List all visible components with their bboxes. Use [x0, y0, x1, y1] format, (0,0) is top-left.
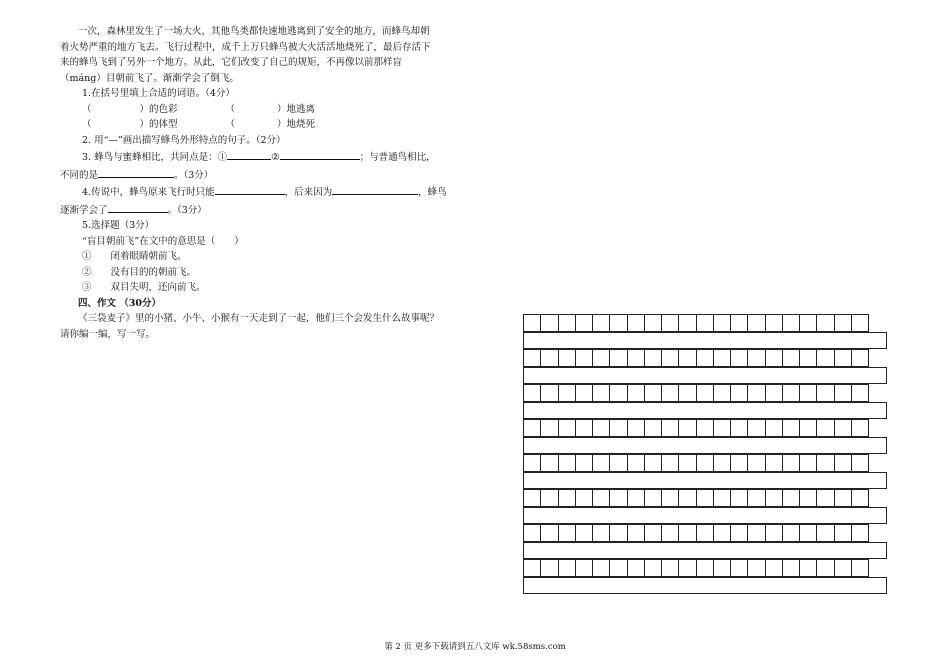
question-1-row-2: （ ）的体型 （ ）地烧死 [82, 119, 316, 130]
grid-cell[interactable] [747, 524, 765, 542]
grid-row [523, 559, 888, 577]
grid-separator [523, 542, 887, 559]
question-5: 5.选择题（3分） [82, 220, 155, 231]
grid-cell[interactable] [523, 524, 541, 542]
question-3-line-1: 3. 蜂鸟与蜜蜂相比，共同点是：① ② ；与普通鸟相比， [60, 148, 490, 166]
grid-cell[interactable] [592, 419, 610, 437]
grid-cell[interactable] [678, 489, 696, 507]
grid-cell[interactable] [575, 489, 593, 507]
grid-cell[interactable] [609, 454, 627, 472]
grid-cell[interactable] [609, 419, 627, 437]
grid-cell[interactable] [782, 419, 800, 437]
grid-cell[interactable] [678, 349, 696, 367]
grid-cell[interactable] [558, 349, 576, 367]
grid-cell[interactable] [558, 489, 576, 507]
grid-cell[interactable] [558, 384, 576, 402]
grid-cell[interactable] [834, 419, 852, 437]
grid-cell[interactable] [799, 454, 817, 472]
grid-cell[interactable] [782, 524, 800, 542]
passage-line-2: 着火势严重的地方飞去。飞行过程中，成千上万只蜂鸟被大火活活地烧死了，最后存活下 [60, 41, 431, 53]
grid-cell[interactable] [782, 384, 800, 402]
grid-cell[interactable] [592, 349, 610, 367]
grid-cell[interactable] [661, 524, 679, 542]
grid-cell[interactable] [558, 419, 576, 437]
grid-cell[interactable] [558, 559, 576, 577]
grid-row [523, 489, 888, 507]
grid-cell[interactable] [816, 349, 834, 367]
grid-cell[interactable] [627, 419, 645, 437]
answer-blank[interactable] [98, 166, 174, 178]
grid-cell[interactable] [661, 489, 679, 507]
grid-row [523, 314, 888, 332]
grid-cell[interactable] [592, 384, 610, 402]
grid-cell[interactable] [730, 419, 748, 437]
question-5-option-1: ① 闭着眼睛朝前飞。 [82, 251, 187, 262]
grid-cell[interactable] [627, 524, 645, 542]
grid-cell[interactable] [696, 454, 714, 472]
grid-cell[interactable] [765, 419, 783, 437]
grid-cell[interactable] [816, 454, 834, 472]
grid-cell[interactable] [678, 454, 696, 472]
grid-cell[interactable] [661, 314, 679, 332]
grid-cell[interactable] [834, 314, 852, 332]
grid-cell[interactable] [523, 419, 541, 437]
grid-cell[interactable] [851, 559, 869, 577]
grid-cell[interactable] [834, 524, 852, 542]
grid-cell[interactable] [540, 349, 558, 367]
grid-cell[interactable] [747, 454, 765, 472]
grid-cell[interactable] [644, 384, 662, 402]
grid-cell[interactable] [575, 454, 593, 472]
question-4-line-2: 逐渐学会了 。（3分） [60, 201, 490, 219]
grid-cell[interactable] [678, 559, 696, 577]
grid-cell[interactable] [540, 559, 558, 577]
grid-cell[interactable] [765, 524, 783, 542]
grid-cell[interactable] [765, 384, 783, 402]
grid-separator [523, 402, 887, 419]
composition-prompt-2: 请你编一编，写一写。 [60, 328, 156, 340]
grid-cell[interactable] [661, 349, 679, 367]
grid-cell[interactable] [696, 559, 714, 577]
answer-blank[interactable] [227, 148, 271, 160]
grid-cell[interactable] [816, 384, 834, 402]
grid-cell[interactable] [558, 524, 576, 542]
grid-cell[interactable] [609, 559, 627, 577]
grid-cell[interactable] [609, 524, 627, 542]
answer-blank[interactable] [108, 201, 168, 213]
grid-cell[interactable] [782, 314, 800, 332]
grid-cell[interactable] [540, 314, 558, 332]
grid-cell[interactable] [816, 419, 834, 437]
grid-cell[interactable] [834, 489, 852, 507]
grid-cell[interactable] [678, 314, 696, 332]
grid-cell[interactable] [799, 559, 817, 577]
grid-cell[interactable] [799, 349, 817, 367]
grid-separator [523, 577, 887, 594]
grid-cell[interactable] [696, 314, 714, 332]
grid-cell[interactable] [713, 489, 731, 507]
grid-cell[interactable] [713, 349, 731, 367]
grid-cell[interactable] [540, 384, 558, 402]
grid-cell[interactable] [627, 384, 645, 402]
grid-cell[interactable] [609, 349, 627, 367]
grid-cell[interactable] [851, 454, 869, 472]
grid-cell[interactable] [730, 314, 748, 332]
question-3-line-2: 不同的是 。（3分） [60, 166, 490, 184]
grid-cell[interactable] [834, 559, 852, 577]
grid-cell[interactable] [730, 559, 748, 577]
grid-cell[interactable] [765, 314, 783, 332]
grid-cell[interactable] [575, 384, 593, 402]
grid-cell[interactable] [696, 419, 714, 437]
grid-cell[interactable] [747, 314, 765, 332]
grid-cell[interactable] [627, 559, 645, 577]
grid-cell[interactable] [799, 489, 817, 507]
passage-line-4: （máng）目朝前飞了。渐渐学会了倒飞。 [60, 72, 239, 84]
grid-cell[interactable] [575, 419, 593, 437]
grid-cell[interactable] [627, 454, 645, 472]
grid-cell[interactable] [765, 454, 783, 472]
grid-cell[interactable] [713, 524, 731, 542]
grid-cell[interactable] [696, 489, 714, 507]
grid-cell[interactable] [713, 559, 731, 577]
grid-cell[interactable] [782, 349, 800, 367]
grid-cell[interactable] [747, 349, 765, 367]
grid-cell[interactable] [730, 384, 748, 402]
grid-cell[interactable] [730, 454, 748, 472]
grid-cell[interactable] [713, 384, 731, 402]
grid-cell[interactable] [799, 314, 817, 332]
grid-cell[interactable] [609, 489, 627, 507]
grid-cell[interactable] [627, 314, 645, 332]
grid-cell[interactable] [644, 524, 662, 542]
grid-cell[interactable] [644, 454, 662, 472]
question-2: 2. 用“—”画出描写蜂鸟外形特点的句子。（2分） [82, 134, 286, 146]
composition-prompt-1: 《三袋麦子》里的小猪、小牛、小猴有一天走到了一起，他们三个会发生什么故事呢？ [78, 313, 440, 324]
grid-cell[interactable] [540, 454, 558, 472]
grid-separator [523, 367, 887, 384]
answer-blank[interactable] [215, 183, 285, 195]
grid-cell[interactable] [851, 349, 869, 367]
composition-heading: 四、作文 （30分） [78, 297, 162, 309]
grid-row [523, 349, 888, 367]
grid-cell[interactable] [747, 419, 765, 437]
grid-cell[interactable] [834, 384, 852, 402]
answer-blank[interactable] [280, 148, 360, 160]
grid-cell[interactable] [644, 559, 662, 577]
grid-cell[interactable] [765, 349, 783, 367]
grid-cell[interactable] [730, 349, 748, 367]
grid-cell[interactable] [816, 524, 834, 542]
grid-separator [523, 437, 887, 454]
grid-cell[interactable] [851, 384, 869, 402]
grid-cell[interactable] [523, 454, 541, 472]
grid-cell[interactable] [575, 524, 593, 542]
grid-cell[interactable] [523, 559, 541, 577]
grid-separator [523, 332, 887, 349]
grid-cell[interactable] [609, 384, 627, 402]
grid-cell[interactable] [661, 454, 679, 472]
grid-cell[interactable] [540, 489, 558, 507]
grid-cell[interactable] [644, 349, 662, 367]
grid-cell[interactable] [730, 489, 748, 507]
grid-cell[interactable] [609, 314, 627, 332]
grid-cell[interactable] [816, 314, 834, 332]
question-1: 1.在括号里填上合适的词语。（4分） [82, 88, 235, 99]
grid-cell[interactable] [851, 314, 869, 332]
reading-section [60, 24, 490, 342]
grid-cell[interactable] [851, 524, 869, 542]
grid-cell[interactable] [627, 489, 645, 507]
grid-cell[interactable] [592, 314, 610, 332]
grid-cell[interactable] [834, 349, 852, 367]
grid-cell[interactable] [558, 314, 576, 332]
grid-cell[interactable] [644, 489, 662, 507]
grid-cell[interactable] [696, 524, 714, 542]
grid-cell[interactable] [644, 419, 662, 437]
grid-cell[interactable] [765, 489, 783, 507]
grid-cell[interactable] [592, 559, 610, 577]
grid-cell[interactable] [799, 384, 817, 402]
grid-cell[interactable] [678, 524, 696, 542]
grid-cell[interactable] [644, 314, 662, 332]
question-1-row-1: （ ）的色彩 （ ）地逃离 [82, 103, 316, 115]
grid-cell[interactable] [592, 489, 610, 507]
grid-cell[interactable] [799, 419, 817, 437]
question-4-line-1: 4.传说中，蜂鸟原来飞行时只能 ，后来因为 ，蜂鸟 [60, 183, 490, 201]
grid-cell[interactable] [816, 559, 834, 577]
grid-cell[interactable] [782, 559, 800, 577]
grid-cell[interactable] [523, 314, 541, 332]
grid-cell[interactable] [851, 419, 869, 437]
page-footer: 第 2 页 更多下载请到五八文库 wk.58sms.com [384, 642, 566, 652]
grid-cell[interactable] [592, 524, 610, 542]
grid-cell[interactable] [678, 419, 696, 437]
grid-cell[interactable] [523, 384, 541, 402]
grid-cell[interactable] [747, 489, 765, 507]
answer-blank[interactable] [332, 183, 418, 195]
grid-cell[interactable] [834, 454, 852, 472]
grid-cell[interactable] [713, 454, 731, 472]
grid-cell[interactable] [799, 524, 817, 542]
grid-cell[interactable] [696, 384, 714, 402]
grid-cell[interactable] [558, 454, 576, 472]
grid-cell[interactable] [540, 419, 558, 437]
question-5-stem: “盲目朝前飞”在文中的意思是（ ） [82, 235, 244, 247]
grid-row [523, 419, 888, 437]
grid-cell[interactable] [575, 349, 593, 367]
passage-line-3: 来的蜂鸟飞到了另外一个地方。从此，它们改变了自己的规矩，不再像以前那样盲 [60, 57, 403, 68]
grid-cell[interactable] [713, 419, 731, 437]
question-5-option-3: ③ 双目失明，还向前飞。 [82, 282, 206, 293]
grid-cell[interactable] [678, 384, 696, 402]
grid-cell[interactable] [782, 454, 800, 472]
grid-cell[interactable] [696, 349, 714, 367]
grid-cell[interactable] [782, 489, 800, 507]
grid-separator [523, 507, 887, 524]
grid-cell[interactable] [747, 384, 765, 402]
grid-cell[interactable] [627, 349, 645, 367]
grid-cell[interactable] [747, 559, 765, 577]
grid-row [523, 454, 888, 472]
grid-cell[interactable] [575, 314, 593, 332]
grid-cell[interactable] [523, 349, 541, 367]
grid-cell[interactable] [592, 454, 610, 472]
grid-cell[interactable] [661, 419, 679, 437]
grid-cell[interactable] [730, 524, 748, 542]
grid-cell[interactable] [713, 314, 731, 332]
grid-cell[interactable] [523, 489, 541, 507]
grid-cell[interactable] [661, 384, 679, 402]
grid-separator [523, 472, 887, 489]
grid-cell[interactable] [816, 489, 834, 507]
grid-row [523, 384, 888, 402]
question-5-option-2: ② 没有目的的朝前飞。 [82, 266, 197, 278]
grid-cell[interactable] [765, 559, 783, 577]
writing-grid[interactable] [523, 314, 888, 594]
grid-cell[interactable] [540, 524, 558, 542]
grid-row [523, 524, 888, 542]
passage-line-1: 一次，森林里发生了一场大火，其他鸟类都快速地逃离到了安全的地方，而蜂鸟却朝 [78, 26, 430, 37]
grid-cell[interactable] [575, 559, 593, 577]
grid-cell[interactable] [851, 489, 869, 507]
grid-cell[interactable] [661, 559, 679, 577]
